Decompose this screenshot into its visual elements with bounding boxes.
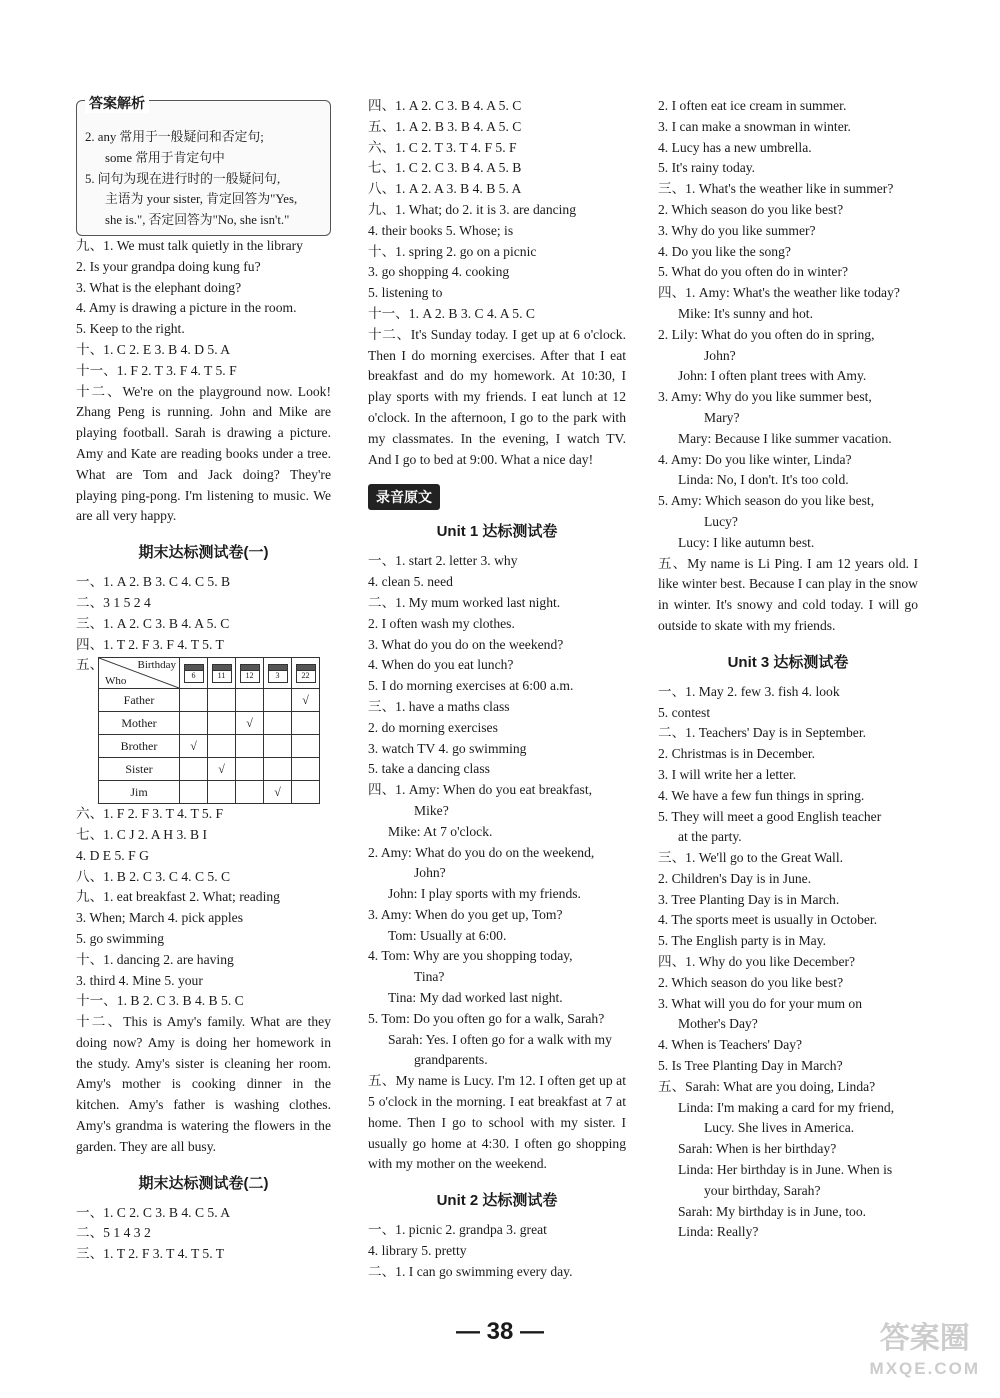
corner-birthday-label: Birthday <box>137 659 176 672</box>
answer-line: Mike: At 7 o'clock. <box>388 823 493 839</box>
answer-line: 2. Which season do you like best? <box>658 974 844 990</box>
answer-line: 4. Amy is drawing a picture in the room. <box>76 300 297 316</box>
answer-paragraph: 十二、We're on the playground now. Look! Zhang Peng is running. John and Mike are playing football. Sarah is drawing a picture. Amy and Kate are reading books under a tree. What are Tom and Jack doing? They're playing ping-pong. I'm listening to music. We are all very happy. <box>76 383 331 524</box>
answer-line: 5. Is Tree Planting Day in March? <box>658 1058 843 1074</box>
table-row <box>99 689 320 712</box>
answer-line: 三、1. A 2. C 3. B 4. A 5. C <box>76 615 230 631</box>
answer-line: Linda: No, I don't. It's too cold. <box>678 472 849 488</box>
table-row <box>99 781 320 804</box>
calendar-day: 6 <box>191 670 196 680</box>
answer-line: John: I play sports with my friends. <box>388 886 581 902</box>
watermark-url: MXQE.COM <box>869 1359 980 1378</box>
answer-line: 十一、1. A 2. B 3. C 4. A 5. C <box>368 305 535 321</box>
answer-line: 5. I do morning exercises at 6:00 a.m. <box>368 678 574 694</box>
answer-line: 3. What is the elephant doing? <box>76 279 242 295</box>
answer-line: Mary? <box>704 409 740 425</box>
answer-line: 5. go swimming <box>76 930 164 946</box>
answer-block <box>76 1203 331 1265</box>
answer-line: 2. Which season do you like best? <box>658 201 844 217</box>
check-cell <box>208 689 236 712</box>
answer-block <box>658 682 918 1244</box>
calendar-icon <box>292 658 320 689</box>
answer-line: John? <box>704 347 736 363</box>
check-cell <box>180 712 208 735</box>
answer-line: 一、1. start 2. letter 3. why <box>368 553 518 569</box>
calendar-day: 11 <box>217 670 226 680</box>
answer-line: 2. Christmas is in December. <box>658 746 816 762</box>
answer-line: 3. What do you do on the weekend? <box>368 636 564 652</box>
answer-line: 十、1. C 2. E 3. B 4. D 5. A <box>76 341 231 357</box>
column-middle <box>368 96 626 1283</box>
answer-line: 2. I often eat ice cream in summer. <box>658 98 847 113</box>
answer-line: Lucy. She lives in America. <box>704 1120 855 1136</box>
answer-line: 三、1. have a maths class <box>368 698 510 714</box>
page-number: — 38 — <box>455 1318 545 1345</box>
answer-line: Linda: I'm making a card for my friend, <box>678 1099 895 1115</box>
answer-line: grandparents. <box>414 1052 488 1068</box>
answer-paragraph: 十二、This is Amy's family. What are they doing now? Amy is doing her homework in the study. Amy's sister is cleaning her room. Amy's mother is cooking dinner in the kitchen. Amy's father is washing clothes. Amy's grandma is watering the flowers in the garden. They are all busy. <box>76 1014 331 1154</box>
answer-line: 3. watch TV 4. go swimming <box>368 740 527 756</box>
calendar-day: 3 <box>275 670 280 680</box>
check-cell <box>264 712 292 735</box>
check-cell <box>180 758 208 781</box>
answer-line: 5. Keep to the right. <box>76 321 185 337</box>
check-cell <box>292 712 320 735</box>
answer-line: 八、1. B 2. C 3. C 4. C 5. C <box>76 868 231 884</box>
check-cell <box>236 735 264 758</box>
answer-line: 四、1. Amy: When do you eat breakfast, <box>368 782 592 798</box>
answer-block <box>368 1220 626 1282</box>
check-cell <box>236 689 264 712</box>
birthday-table <box>98 657 320 804</box>
calendar-day: 22 <box>301 670 310 680</box>
answer-line: 十一、1. F 2. T 3. F 4. T 5. F <box>76 362 237 378</box>
answer-line: 七、1. C J 2. A H 3. B I <box>76 826 208 842</box>
answer-line: 4. We have a few fun things in spring. <box>658 787 865 803</box>
answer-line: Mike: It's sunny and hot. <box>678 305 813 321</box>
answer-line: 六、1. C 2. T 3. T 4. F 5. F <box>368 139 517 155</box>
section-heading: 期末达标测试卷(一) <box>138 544 269 562</box>
answer-line: 三、1. We'll go to the Great Wall. <box>658 850 843 866</box>
answer-line: 2. do morning exercises <box>368 719 498 735</box>
check-cell <box>180 781 208 804</box>
answer-line: 八、1. A 2. A 3. B 4. B 5. A <box>368 181 522 197</box>
column-right <box>658 96 918 1243</box>
check-cell <box>264 735 292 758</box>
answer-analysis-box <box>76 95 331 236</box>
answer-line: 4. Do you like the song? <box>658 243 791 259</box>
check-cell: √ <box>264 781 292 804</box>
table-row <box>99 758 320 781</box>
answer-line: 四、1. Why do you like December? <box>658 954 856 970</box>
answer-line: 九、1. We must talk quietly in the library <box>76 237 303 253</box>
answer-line: 4. Lucy has a new umbrella. <box>658 139 812 155</box>
answer-line: 2. I often wash my clothes. <box>368 615 515 631</box>
answer-line: 4. D E 5. F G <box>76 847 149 863</box>
answer-line: 一、1. A 2. B 3. C 4. C 5. B <box>76 574 231 590</box>
section-heading: 期末达标测试卷(二) <box>138 1174 269 1192</box>
calendar-icon <box>236 658 264 689</box>
table-label: 五、 <box>76 657 104 673</box>
check-cell <box>264 758 292 781</box>
answer-line: 4. clean 5. need <box>368 574 453 590</box>
section-heading: Unit 2 达标测试卷 <box>436 1192 558 1210</box>
calendar-icon <box>180 658 208 689</box>
answer-line: Tom: Usually at 6:00. <box>388 927 507 943</box>
answer-block <box>368 96 626 325</box>
answer-line: Sarah: Yes. I often go for a walk with my <box>388 1031 612 1047</box>
answer-line: 一、1. May 2. few 3. fish 4. look <box>658 683 840 699</box>
answer-line: 3. Amy: When do you get up, Tom? <box>368 906 563 922</box>
answer-line: 3. Tree Planting Day is in March. <box>658 891 840 907</box>
answer-line: 3. When; March 4. pick apples <box>76 910 243 926</box>
check-cell: √ <box>292 689 320 712</box>
check-cell: √ <box>180 735 208 758</box>
answer-line: 四、1. A 2. C 3. B 4. A 5. C <box>368 98 522 113</box>
answer-line: 三、1. What's the weather like in summer? <box>658 181 894 197</box>
answer-line: 3. I can make a snowman in winter. <box>658 118 851 134</box>
row-name: Brother <box>99 735 180 758</box>
answer-line: John? <box>414 865 446 881</box>
answer-line: 三、1. T 2. F 3. T 4. T 5. T <box>76 1246 225 1262</box>
calendar-icon <box>264 658 292 689</box>
answer-line: 5. The English party is in May. <box>658 933 827 949</box>
answer-line: Tina? <box>414 969 445 985</box>
answer-line: Linda: Really? <box>678 1224 759 1240</box>
answer-line: 二、5 1 4 3 2 <box>76 1225 151 1241</box>
table-corner-cell <box>99 658 180 689</box>
answer-line: Mother's Day? <box>678 1016 758 1032</box>
answer-line: at the party. <box>678 829 742 845</box>
answer-line: 3. Amy: Why do you like summer best, <box>658 389 872 405</box>
check-cell <box>292 758 320 781</box>
answer-line: 四、1. T 2. F 3. F 4. T 5. T <box>76 636 224 652</box>
answer-block <box>368 551 626 1071</box>
answer-line: Lucy? <box>704 513 738 529</box>
answer-line: 5. listening to <box>368 285 443 301</box>
answer-line: 5. Tom: Do you often go for a walk, Sarah? <box>368 1010 605 1026</box>
check-cell <box>292 781 320 804</box>
analysis-line: 2. any 常用于一般疑问和否定句; <box>85 130 264 144</box>
check-cell: √ <box>236 712 264 735</box>
answer-line: 4. Tom: Why are you shopping today, <box>368 948 573 964</box>
check-cell <box>180 689 208 712</box>
answer-line: 2. Children's Day is in June. <box>658 870 812 886</box>
answer-line: 5. take a dancing class <box>368 761 490 777</box>
answer-paragraph: 五、My name is Li Ping. I am 12 years old. I like winter best. Because I can play in the snow in winter. It's snowy and cold today. I will go outside to skate with my friends. <box>658 555 918 633</box>
answer-line: 七、1. C 2. C 3. B 4. A 5. B <box>368 160 522 176</box>
answer-line: 4. library 5. pretty <box>368 1243 467 1259</box>
analysis-line: some 常用于肯定句中 <box>105 150 225 165</box>
answer-line: Linda: Her birthday is in June. When is <box>678 1162 893 1178</box>
answer-block <box>658 96 918 554</box>
answer-block <box>76 572 331 655</box>
answer-line: 2. Amy: What do you do on the weekend, <box>368 844 595 860</box>
answer-line: 5. They will meet a good English teacher <box>658 808 882 824</box>
analysis-line: she is.", 否定回答为"No, she isn't." <box>105 213 290 228</box>
answer-line: Lucy: I like autumn best. <box>678 534 815 550</box>
answer-line: 3. Why do you like summer? <box>658 222 816 238</box>
answer-line: 二、1. My mum worked last night. <box>368 594 561 610</box>
check-cell <box>208 735 236 758</box>
column-left <box>76 96 331 1265</box>
answer-line: 一、1. C 2. C 3. B 4. C 5. A <box>76 1204 231 1220</box>
corner-who-label: Who <box>105 675 127 688</box>
answer-line: 4. When is Teachers' Day? <box>658 1037 803 1053</box>
answer-line: 一、1. picnic 2. grandpa 3. great <box>368 1222 547 1238</box>
calendar-day: 12 <box>245 670 254 680</box>
answer-line: 二、3 1 5 2 4 <box>76 594 151 610</box>
answer-line: 十、1. dancing 2. are having <box>76 951 234 967</box>
answer-line: 4. The sports meet is usually in October. <box>658 912 878 928</box>
answer-line: 3. What will you do for your mum on <box>658 995 863 1011</box>
answer-line: Mary: Because I like summer vacation. <box>678 430 892 446</box>
analysis-title: 答案解析 <box>85 93 149 113</box>
answer-line: 二、1. Teachers' Day is in September. <box>658 725 866 741</box>
row-name: Father <box>99 689 180 712</box>
row-name: Jim <box>99 781 180 804</box>
answer-line: 4. their books 5. Whose; is <box>368 222 514 238</box>
row-name: Mother <box>99 712 180 735</box>
answer-line: 十一、1. B 2. C 3. B 4. B 5. C <box>76 993 244 1009</box>
check-cell <box>264 689 292 712</box>
section-heading: Unit 1 达标测试卷 <box>436 523 558 541</box>
answer-line: Sarah: My birthday is in June, too. <box>678 1203 867 1219</box>
answer-line: 3. third 4. Mine 5. your <box>76 972 203 988</box>
answer-line: 3. go shopping 4. cooking <box>368 264 510 280</box>
calendar-icon <box>208 658 236 689</box>
check-cell <box>236 758 264 781</box>
answer-line: 4. Amy: Do you like winter, Linda? <box>658 451 852 467</box>
watermark-text: 答案圈 <box>879 1322 970 1355</box>
check-cell <box>236 781 264 804</box>
answer-line: 六、1. F 2. F 3. T 4. T 5. F <box>76 806 224 822</box>
table-row <box>99 735 320 758</box>
answer-line: 二、1. I can go swimming every day. <box>368 1263 573 1279</box>
answer-line: your birthday, Sarah? <box>704 1182 821 1198</box>
answer-line: 3. I will write her a letter. <box>658 766 797 782</box>
table-row <box>99 712 320 735</box>
analysis-line: 主语为 your sister, 肯定回答为"Yes, <box>105 192 298 207</box>
check-cell <box>208 781 236 804</box>
answer-line: 5. contest <box>658 704 711 720</box>
answer-line: 九、1. What; do 2. it is 3. are dancing <box>368 201 577 217</box>
section-heading: Unit 3 达标测试卷 <box>727 653 849 671</box>
check-cell: √ <box>208 758 236 781</box>
answer-line: 2. Lily: What do you often do in spring, <box>658 326 875 342</box>
answer-line: 五、Sarah: What are you doing, Linda? <box>658 1078 876 1094</box>
answer-line: Sarah: When is her birthday? <box>678 1141 837 1157</box>
recording-script-badge: 录音原文 <box>368 484 440 510</box>
answer-paragraph: 五、My name is Lucy. I'm 12. I often get up at 5 o'clock in the morning. I eat breakfast at 7 at home. Then I go to school with my sister. I usually go home at 4:30. I often go shopping with my mother on the weekend. <box>368 1073 626 1172</box>
answer-line: 十、1. spring 2. go on a picnic <box>368 243 537 259</box>
watermark-logo <box>870 1324 980 1384</box>
answer-line: 四、1. Amy: What's the weather like today? <box>658 285 900 301</box>
answer-line: 九、1. eat breakfast 2. What; reading <box>76 889 280 905</box>
answer-line: Tina: My dad worked last night. <box>388 990 563 1006</box>
answer-line: John: I often plant trees with Amy. <box>678 368 867 384</box>
answer-line: 5. What do you often do in winter? <box>658 264 849 280</box>
answer-paragraph: 十二、It's Sunday today. I get up at 6 o'clock. Then I do morning exercises. After that I eat breakfast and do my homework. At 10:30, I play sports with my friends. I eat lunch at 12 o'clock. In the afternoon, I go to the park with my classmates. In the evening, I watch TV. And I go to bed at 9:00. What a nice day! <box>368 326 626 467</box>
check-cell <box>208 712 236 735</box>
answer-block <box>76 236 331 382</box>
answer-line: 4. When do you eat lunch? <box>368 657 514 673</box>
answer-line: 5. It's rainy today. <box>658 160 756 176</box>
analysis-line: 5. 问句为现在进行时的一般疑问句, <box>85 171 281 186</box>
answer-line: 五、1. A 2. B 3. B 4. A 5. C <box>368 118 522 134</box>
check-cell <box>292 735 320 758</box>
answer-line: 2. Is your grandpa doing kung fu? <box>76 258 261 274</box>
answer-block <box>76 804 331 1012</box>
answer-line: 5. Amy: Which season do you like best, <box>658 493 875 509</box>
row-name: Sister <box>99 758 180 781</box>
answer-line: Mike? <box>414 802 449 818</box>
